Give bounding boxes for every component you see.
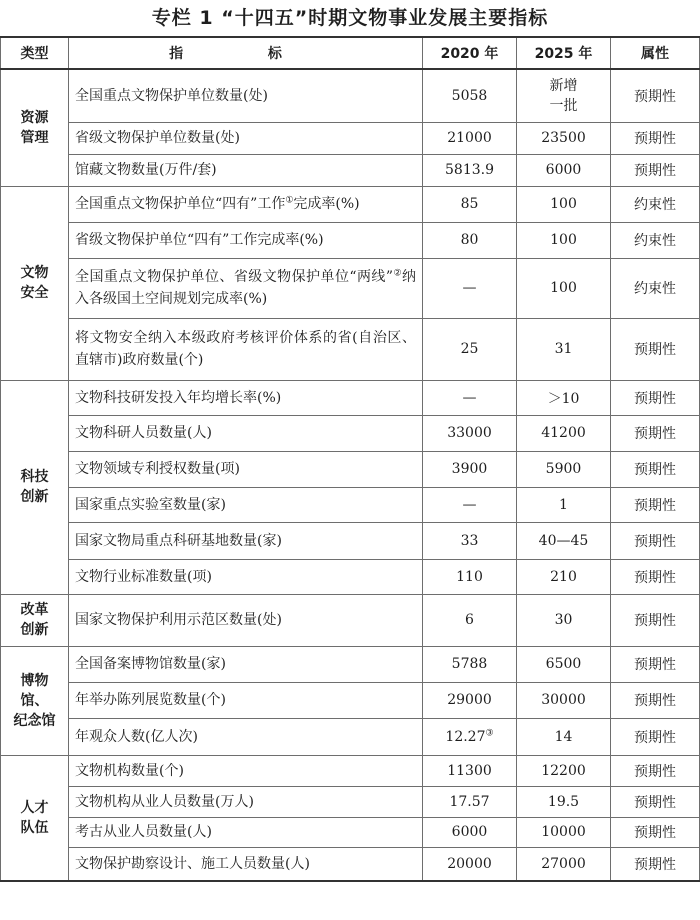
attribute-cell: 约束性 xyxy=(611,186,700,222)
table-row xyxy=(1,222,700,258)
indicator-name: 将文物安全纳入本级政府考核评价体系的省(自治区、直辖市)政府数量(个) xyxy=(69,318,423,380)
value-2020: 5813.9 xyxy=(423,154,517,186)
value-2025: 100 xyxy=(517,258,611,318)
indicator-name: 考古从业人员数量(人) xyxy=(69,817,423,847)
header-row xyxy=(1,37,700,69)
value-2025: 30 xyxy=(517,594,611,646)
value-2025: 6500 xyxy=(517,646,611,682)
attribute-cell: 预期性 xyxy=(611,718,700,755)
value-2025: 1 xyxy=(517,487,611,522)
table-row xyxy=(1,258,700,318)
value-2025: 100 xyxy=(517,222,611,258)
table-row xyxy=(1,646,700,682)
value-2025: 100 xyxy=(517,186,611,222)
value-2020: 5788 xyxy=(423,646,517,682)
table-row xyxy=(1,817,700,847)
value-2025: 41200 xyxy=(517,415,611,451)
footnote-mark: ② xyxy=(393,268,402,279)
indicator-name: 省级文物保护单位数量(处) xyxy=(69,122,423,154)
value-2025: 6000 xyxy=(517,154,611,186)
indicator-name: 全国重点文物保护单位、省级文物保护单位“两线”②纳入各级国土空间规划完成率(%) xyxy=(69,258,423,318)
attribute-cell: 预期性 xyxy=(611,380,700,415)
category-cell: 资源 管理 xyxy=(1,69,69,186)
value-2020: — xyxy=(423,380,517,415)
indicator-name: 文物机构数量(个) xyxy=(69,755,423,786)
table-row xyxy=(1,847,700,881)
footnote-mark: ① xyxy=(285,195,294,206)
indicator-name: 文物行业标准数量(项) xyxy=(69,559,423,594)
footnote-mark: ③ xyxy=(485,727,494,738)
table-row xyxy=(1,487,700,522)
category-cell: 科技 创新 xyxy=(1,380,69,594)
attribute-cell: 预期性 xyxy=(611,522,700,559)
indicator-name: 全国备案博物馆数量(家) xyxy=(69,646,423,682)
header-2025: 2025 年 xyxy=(517,37,611,69)
value-2020: 29000 xyxy=(423,682,517,718)
attribute-cell: 约束性 xyxy=(611,222,700,258)
table-row xyxy=(1,755,700,786)
indicator-name: 文物科研人员数量(人) xyxy=(69,415,423,451)
indicator-name: 国家文物保护利用示范区数量(处) xyxy=(69,594,423,646)
attribute-cell: 预期性 xyxy=(611,415,700,451)
table-row xyxy=(1,380,700,415)
value-2025: 12200 xyxy=(517,755,611,786)
attribute-cell: 预期性 xyxy=(611,559,700,594)
value-2025: 210 xyxy=(517,559,611,594)
value-2020: 20000 xyxy=(423,847,517,881)
category-cell: 人才 队伍 xyxy=(1,755,69,881)
indicator-name: 文物领域专利授权数量(项) xyxy=(69,451,423,487)
header-indicator: 指 标 xyxy=(69,37,423,69)
value-2025: 5900 xyxy=(517,451,611,487)
attribute-cell: 预期性 xyxy=(611,594,700,646)
value-2025: 14 xyxy=(517,718,611,755)
attribute-cell: 预期性 xyxy=(611,817,700,847)
indicator-name: 省级文物保护单位“四有”工作完成率(%) xyxy=(69,222,423,258)
value-2020: 110 xyxy=(423,559,517,594)
attribute-cell: 预期性 xyxy=(611,318,700,380)
value-2025: ＞10 xyxy=(517,380,611,415)
attribute-cell: 预期性 xyxy=(611,682,700,718)
attribute-cell: 预期性 xyxy=(611,786,700,817)
indicator-name: 年观众人数(亿人次) xyxy=(69,718,423,755)
value-2020: 12.27③ xyxy=(423,718,517,755)
attribute-cell: 预期性 xyxy=(611,154,700,186)
category-cell: 文物 安全 xyxy=(1,186,69,380)
attribute-cell: 约束性 xyxy=(611,258,700,318)
value-2020: 17.57 xyxy=(423,786,517,817)
table-row xyxy=(1,154,700,186)
value-2025: 23500 xyxy=(517,122,611,154)
indicator-table xyxy=(0,36,700,882)
indicator-name: 文物机构从业人员数量(万人) xyxy=(69,786,423,817)
value-2025: 31 xyxy=(517,318,611,380)
header-attribute: 属性 xyxy=(611,37,700,69)
value-2020: 33000 xyxy=(423,415,517,451)
attribute-cell: 预期性 xyxy=(611,122,700,154)
indicator-name: 国家重点实验室数量(家) xyxy=(69,487,423,522)
attribute-cell: 预期性 xyxy=(611,69,700,122)
table-row xyxy=(1,318,700,380)
table-row xyxy=(1,786,700,817)
value-2025: 10000 xyxy=(517,817,611,847)
table-row xyxy=(1,69,700,122)
table-row xyxy=(1,718,700,755)
value-2020: — xyxy=(423,258,517,318)
value-2025: 新增 一批 xyxy=(517,69,611,122)
table-row xyxy=(1,415,700,451)
table-row xyxy=(1,559,700,594)
value-2020: 25 xyxy=(423,318,517,380)
indicator-name: 全国重点文物保护单位数量(处) xyxy=(69,69,423,122)
table-row xyxy=(1,522,700,559)
indicator-name: 文物保护勘察设计、施工人员数量(人) xyxy=(69,847,423,881)
attribute-cell: 预期性 xyxy=(611,646,700,682)
value-2020: 85 xyxy=(423,186,517,222)
value-2020: 3900 xyxy=(423,451,517,487)
value-2020: 6 xyxy=(423,594,517,646)
category-cell: 改革 创新 xyxy=(1,594,69,646)
indicator-name: 国家文物局重点科研基地数量(家) xyxy=(69,522,423,559)
value-2020: 21000 xyxy=(423,122,517,154)
indicator-name: 全国重点文物保护单位“四有”工作①完成率(%) xyxy=(69,186,423,222)
value-2020: 11300 xyxy=(423,755,517,786)
category-cell: 博物馆、 纪念馆 xyxy=(1,646,69,755)
attribute-cell: 预期性 xyxy=(611,755,700,786)
value-2020: 5058 xyxy=(423,69,517,122)
table-row xyxy=(1,186,700,222)
attribute-cell: 预期性 xyxy=(611,487,700,522)
table-row xyxy=(1,682,700,718)
table-row xyxy=(1,122,700,154)
value-2025: 19.5 xyxy=(517,786,611,817)
attribute-cell: 预期性 xyxy=(611,847,700,881)
indicator-name: 文物科技研发投入年均增长率(%) xyxy=(69,380,423,415)
table-row xyxy=(1,594,700,646)
value-2020: 80 xyxy=(423,222,517,258)
value-2020: 6000 xyxy=(423,817,517,847)
header-2020: 2020 年 xyxy=(423,37,517,69)
indicator-name: 馆藏文物数量(万件/套) xyxy=(69,154,423,186)
value-2025: 30000 xyxy=(517,682,611,718)
table-title: 专栏 1 “十四五”时期文物事业发展主要指标 xyxy=(151,7,549,29)
value-2025: 40—45 xyxy=(517,522,611,559)
indicator-name: 年举办陈列展览数量(个) xyxy=(69,682,423,718)
value-2025: 27000 xyxy=(517,847,611,881)
value-2020: 33 xyxy=(423,522,517,559)
table-row xyxy=(1,451,700,487)
value-2020: — xyxy=(423,487,517,522)
attribute-cell: 预期性 xyxy=(611,451,700,487)
header-type: 类型 xyxy=(1,37,69,69)
